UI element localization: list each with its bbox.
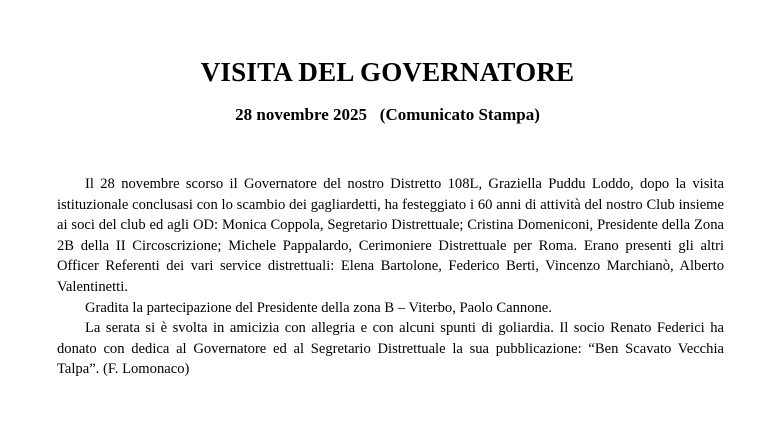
document-body [57,174,724,380]
document-date: 28 novembre 2025 [235,105,368,124]
paragraph: Gradita la partecipazione del Presidente della zona B – Viterbo, Paolo Cannone. [85,299,552,316]
paragraph: Il 28 novembre scorso il Governatore del nostro Distretto 108L, Graziella Puddu Loddo, dopo la visita istituzionale conclusasi con lo scambio dei gagliardetti, ha festeggiato i 60 anni di attività del nostro Club insieme ai soci del club ed agli OD: Monica Coppola, Segretario Distrettuale; Cristina Domeniconi, Presidente della Zona 2B della II Circoscrizione; Michele Pappalardo, Cerimoniere Distrettuale per Roma. Erano presenti gli altri Officer Referenti dei vari service distrettuali: Elena Bartolone, Federico Berti, Vincenzo Marchianò, Alberto Valentinetti. [57,176,724,295]
document-note: (Comunicato Stampa) [379,105,540,124]
paragraph: La serata si è svolta in amicizia con allegria e con alcuni spunti di goliardia. Il socio Renato Federici ha donato con dedica al Governatore ed al Segretario Distrettuale la sua pubblicazione: “Ben Scavato Vecchia Talpa”. (F. Lomonaco) [57,320,724,378]
document-title: VISITA DEL GOVERNATORE [200,57,575,87]
document-subtitle [0,103,775,127]
